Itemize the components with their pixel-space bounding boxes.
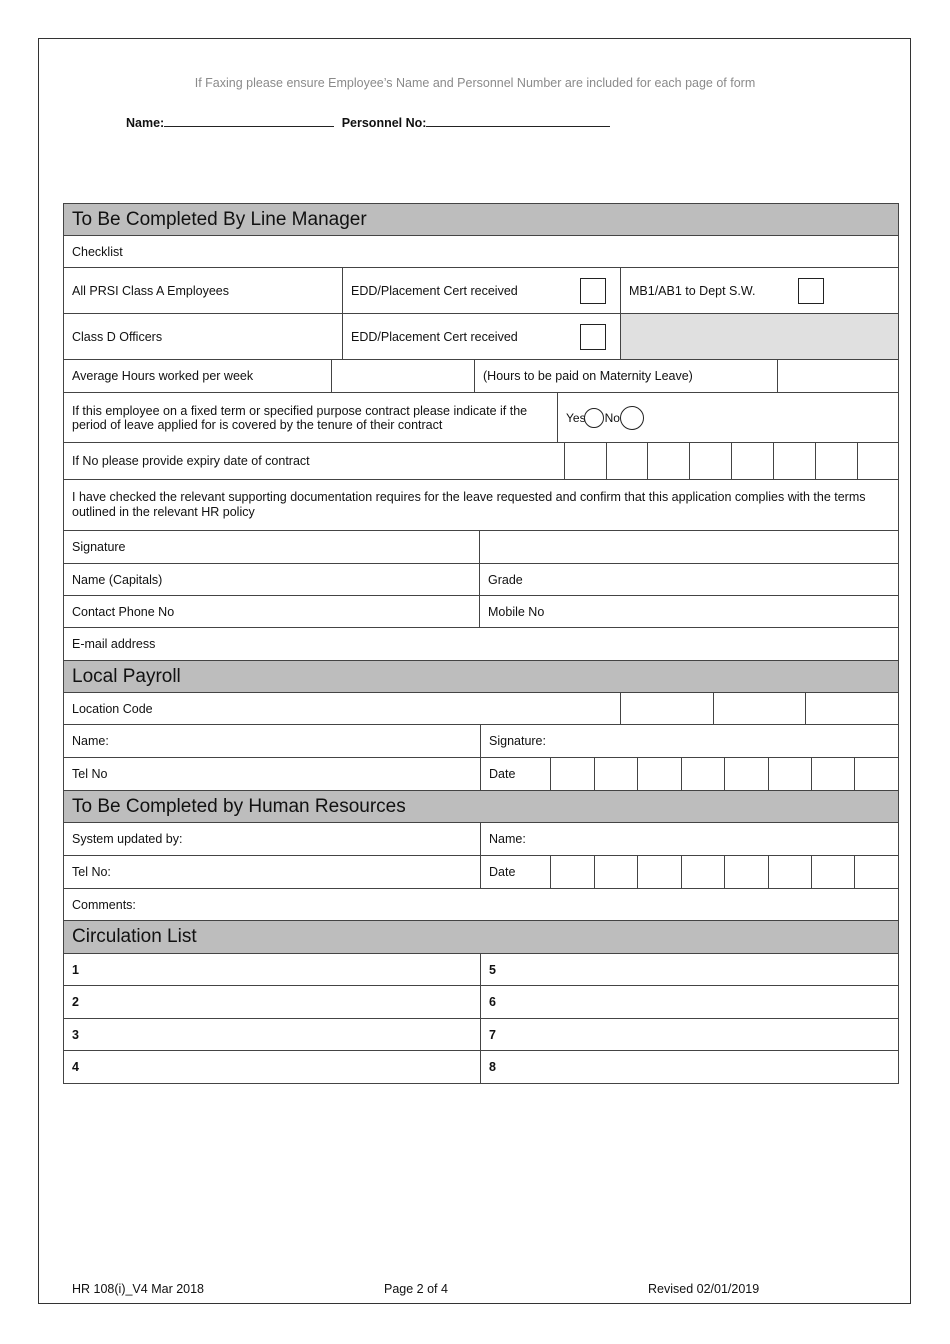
prsi-a-row xyxy=(63,268,899,314)
checklist-label: Checklist xyxy=(72,244,123,259)
avg-hours-input[interactable] xyxy=(332,360,475,392)
lm-email-label: E-mail address xyxy=(72,637,156,651)
location-code-box-2[interactable] xyxy=(714,693,806,724)
edd-cert-label: EDD/Placement Cert received xyxy=(351,283,518,298)
hours-paid-label: (Hours to be paid on Maternity Leave) xyxy=(475,360,778,392)
payroll-date-label: Date xyxy=(481,758,551,790)
location-code-box-1[interactable] xyxy=(621,693,714,724)
expiry-digit-7[interactable] xyxy=(816,443,858,479)
hr-tel-row xyxy=(63,856,899,889)
payroll-tel-row xyxy=(63,758,899,791)
checklist-row xyxy=(63,236,899,268)
expiry-digit-3[interactable] xyxy=(648,443,690,479)
hr-system-label: System updated by: xyxy=(64,823,481,855)
line-manager-header: To Be Completed By Line Manager xyxy=(64,204,898,235)
payroll-name-label: Name: xyxy=(64,725,481,757)
avg-hours-label: Average Hours worked per week xyxy=(64,360,332,392)
expiry-row xyxy=(63,443,899,480)
hr-date-box-5[interactable] xyxy=(725,856,769,888)
hr-system-row xyxy=(63,823,899,856)
payroll-date-box-7[interactable] xyxy=(812,758,855,790)
email-row xyxy=(63,628,899,661)
circulation-item: 1 xyxy=(64,954,481,985)
lm-grade-label: Grade xyxy=(488,572,523,587)
avg-hours-row xyxy=(63,360,899,393)
fixed-term-row xyxy=(63,393,899,443)
name-line[interactable] xyxy=(164,114,334,127)
no-label: No xyxy=(604,410,620,425)
signature-row xyxy=(63,531,899,564)
hr-header: To Be Completed by Human Resources xyxy=(64,791,898,822)
payroll-date-box-4[interactable] xyxy=(682,758,725,790)
expiry-digit-4[interactable] xyxy=(690,443,732,479)
fax-note: If Faxing please ensure Employee’s Name and Personnel Number are included for each page of form xyxy=(194,76,756,90)
hr-tel-label: Tel No: xyxy=(64,856,481,888)
expiry-digit-1[interactable] xyxy=(565,443,607,479)
personnel-line[interactable] xyxy=(426,114,610,127)
payroll-date-box-5[interactable] xyxy=(725,758,769,790)
payroll-date-box-1[interactable] xyxy=(551,758,595,790)
yes-label: Yes xyxy=(566,410,586,425)
hr-comments-row xyxy=(63,889,899,921)
name-personnel-bar xyxy=(126,114,610,130)
payroll-name-row xyxy=(63,725,899,758)
hr-header-row xyxy=(63,791,899,823)
lm-mobile-label: Mobile No xyxy=(488,604,545,619)
class-d-row xyxy=(63,314,899,360)
location-code-label: Location Code xyxy=(64,693,621,724)
fixed-term-text: If this employee on a fixed term or specified purpose contract please indicate if the period of leave applied for is covered by the tenure of their contract xyxy=(64,393,558,442)
payroll-date-box-2[interactable] xyxy=(595,758,638,790)
payroll-header: Local Payroll xyxy=(64,661,898,692)
hr-date-label: Date xyxy=(481,856,551,888)
phone-row xyxy=(63,596,899,628)
hr-date-box-1[interactable] xyxy=(551,856,595,888)
mb1-checkbox[interactable] xyxy=(798,278,824,304)
class-d-blank xyxy=(621,314,898,359)
confirm-row xyxy=(63,480,899,531)
hr-date-box-8[interactable] xyxy=(855,856,898,888)
mb1-cell xyxy=(621,268,898,313)
circulation-item: 8 xyxy=(489,1060,496,1074)
payroll-date-box-6[interactable] xyxy=(769,758,812,790)
mb1-label: MB1/AB1 to Dept S.W. xyxy=(629,283,756,298)
footer-page: Page 2 of 4 xyxy=(384,1282,448,1296)
class-d-edd-checkbox[interactable] xyxy=(580,324,606,350)
circulation-row xyxy=(63,1051,899,1084)
payroll-date-box-8[interactable] xyxy=(855,758,898,790)
location-code-row xyxy=(63,693,899,725)
lm-phone-label: Contact Phone No xyxy=(64,596,480,627)
class-d-edd-cell xyxy=(343,314,621,359)
expiry-digit-2[interactable] xyxy=(607,443,649,479)
lm-name-label: Name (Capitals) xyxy=(64,564,480,595)
circulation-row xyxy=(63,986,899,1019)
edd-cert-cell xyxy=(343,268,621,313)
hr-date-box-7[interactable] xyxy=(812,856,855,888)
yes-radio[interactable] xyxy=(584,408,604,428)
circulation-item: 6 xyxy=(489,995,496,1009)
hr-name-label: Name: xyxy=(489,832,526,846)
hr-date-box-6[interactable] xyxy=(769,856,812,888)
lm-signature-label: Signature xyxy=(64,531,480,563)
location-code-box-3[interactable] xyxy=(806,693,898,724)
expiry-digit-8[interactable] xyxy=(858,443,898,479)
circulation-item: 4 xyxy=(64,1051,481,1083)
yes-no-cell xyxy=(558,393,898,442)
lm-signature-input[interactable] xyxy=(480,531,898,563)
class-d-label: Class D Officers xyxy=(64,314,343,359)
hr-date-box-2[interactable] xyxy=(595,856,638,888)
circulation-item: 7 xyxy=(489,1027,496,1042)
edd-cert-checkbox[interactable] xyxy=(580,278,606,304)
circulation-item: 2 xyxy=(64,986,481,1018)
payroll-signature-label: Signature: xyxy=(489,734,546,748)
personnel-label: Personnel No: xyxy=(341,116,427,130)
circulation-item: 3 xyxy=(64,1019,481,1050)
name-grade-row xyxy=(63,564,899,596)
no-radio[interactable] xyxy=(620,406,644,430)
payroll-date-box-3[interactable] xyxy=(638,758,682,790)
expiry-label: If No please provide expiry date of contract xyxy=(64,443,565,479)
circulation-row xyxy=(63,954,899,986)
hr-comments-label: Comments: xyxy=(72,897,136,912)
name-label: Name: xyxy=(126,116,165,130)
prsi-a-label: All PRSI Class A Employees xyxy=(64,268,343,313)
payroll-tel-label: Tel No xyxy=(64,758,481,790)
expiry-digit-5[interactable] xyxy=(732,443,774,479)
circulation-header: Circulation List xyxy=(64,921,898,953)
circulation-row xyxy=(63,1019,899,1051)
form-table xyxy=(63,203,899,1084)
expiry-digit-6[interactable] xyxy=(774,443,816,479)
payroll-header-row xyxy=(63,661,899,693)
confirm-text: I have checked the relevant supporting documentation requires for the leave requested and confirm that this application complies with the terms outlined in the relevant HR policy xyxy=(72,490,866,519)
hr-date-box-3[interactable] xyxy=(638,856,682,888)
hours-paid-input[interactable] xyxy=(778,360,898,392)
line-manager-header-row xyxy=(63,203,899,236)
circulation-header-row xyxy=(63,921,899,954)
footer-revised: Revised 02/01/2019 xyxy=(648,1282,760,1296)
hr-date-box-4[interactable] xyxy=(682,856,725,888)
circulation-item: 5 xyxy=(489,962,496,977)
footer-form-id: HR 108(i)_V4 Mar 2018 xyxy=(72,1282,205,1296)
class-d-edd-label: EDD/Placement Cert received xyxy=(351,329,518,344)
